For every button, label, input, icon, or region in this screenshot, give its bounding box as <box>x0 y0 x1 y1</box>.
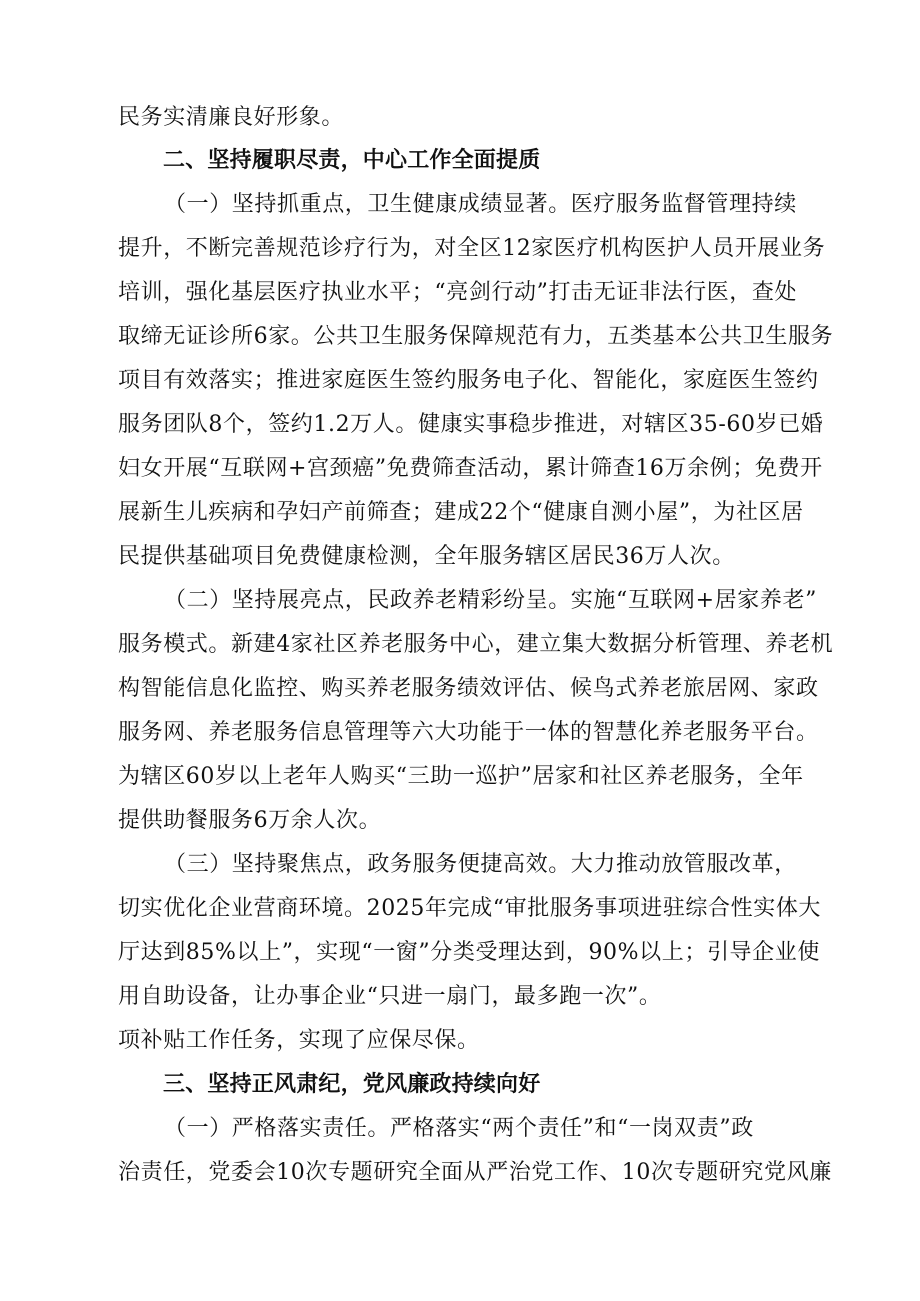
paragraph-1-line-2: 提升，不断完善规范诊疗行为，对全区12家医疗机构医护人员开展业务 <box>118 236 826 261</box>
paragraph-line-continuation: 民务实清廉良好形象。 <box>118 105 345 130</box>
section-heading-2: 二、坚持履职尽责，中心工作全面提质 <box>163 148 541 173</box>
paragraph-3-line-3: 厅达到85%以上”，实现“一窗”分类受理达到，90%以上；引导企业使 <box>118 940 820 965</box>
paragraph-1-line-1: （一）坚持抓重点，卫生健康成绩显著。医疗服务监督管理持续 <box>164 192 797 217</box>
paragraph-3-line-2: 切实优化企业营商环境。2025年完成“审批服务事项进驻综合性实体大 <box>118 896 822 921</box>
paragraph-3-line-4: 用自助设备，让办事企业“只进一扇门，最多跑一次”。 <box>118 984 662 1009</box>
paragraph-1-line-3: 培训，强化基层医疗执业水平；“亮剑行动”打击无证非法行医，查处 <box>118 280 798 305</box>
paragraph-1-line-8: 展新生儿疾病和孕妇产前筛查；建成22个“健康自测小屋”，为社区居 <box>118 500 804 525</box>
paragraph-2-line-1: （二）坚持展亮点，民政养老精彩纷呈。实施“互联网+居家养老” <box>164 588 817 613</box>
paragraph-1-line-9: 民提供基础项目免费健康检测，全年服务辖区居民36万人次。 <box>118 544 735 569</box>
paragraph-1-line-5: 项目有效落实；推进家庭医生签约服务电子化、智能化，家庭医生签约 <box>118 368 819 393</box>
paragraph-1-line-7: 妇女开展“互联网+宫颈癌”免费筛查活动，累计筛查16万余例；免费开 <box>118 456 823 481</box>
paragraph-1-line-6: 服务团队8个，签约1.2万人。健康实事稳步推进，对辖区35-60岁已婚 <box>118 412 824 437</box>
paragraph-1-line-4: 取缔无证诊所6家。公共卫生服务保障规范有力，五类基本公共卫生服务 <box>118 324 834 349</box>
paragraph-2-line-3: 构智能信息化监控、购买养老服务绩效评估、候鸟式养老旅居网、家政 <box>118 676 819 701</box>
paragraph-3-line-1: （三）坚持聚焦点，政务服务便捷高效。大力推动放管服改革， <box>164 852 797 877</box>
paragraph-2-line-4: 服务网、养老服务信息管理等六大功能于一体的智慧化养老服务平台。 <box>118 720 819 745</box>
paragraph-2-line-2: 服务模式。新建4家社区养老服务中心，建立集大数据分析管理、养老机 <box>118 632 834 657</box>
paragraph-4-line-2: 治责任，党委会10次专题研究全面从严治党工作、10次专题研究党风廉 <box>118 1160 832 1185</box>
paragraph-4-line-1: （一）严格落实责任。严格落实“两个责任”和“一岗双责”政 <box>164 1116 754 1141</box>
section-heading-3: 三、坚持正风肃纪，党风廉政持续向好 <box>163 1072 541 1097</box>
paragraph-fragment-line: 项补贴工作任务，实现了应保尽保。 <box>118 1028 480 1053</box>
paragraph-2-line-6: 提供助餐服务6万余人次。 <box>118 808 382 833</box>
paragraph-2-line-5: 为辖区60岁以上老年人购买“三助一巡护”居家和社区养老服务，全年 <box>118 764 804 789</box>
